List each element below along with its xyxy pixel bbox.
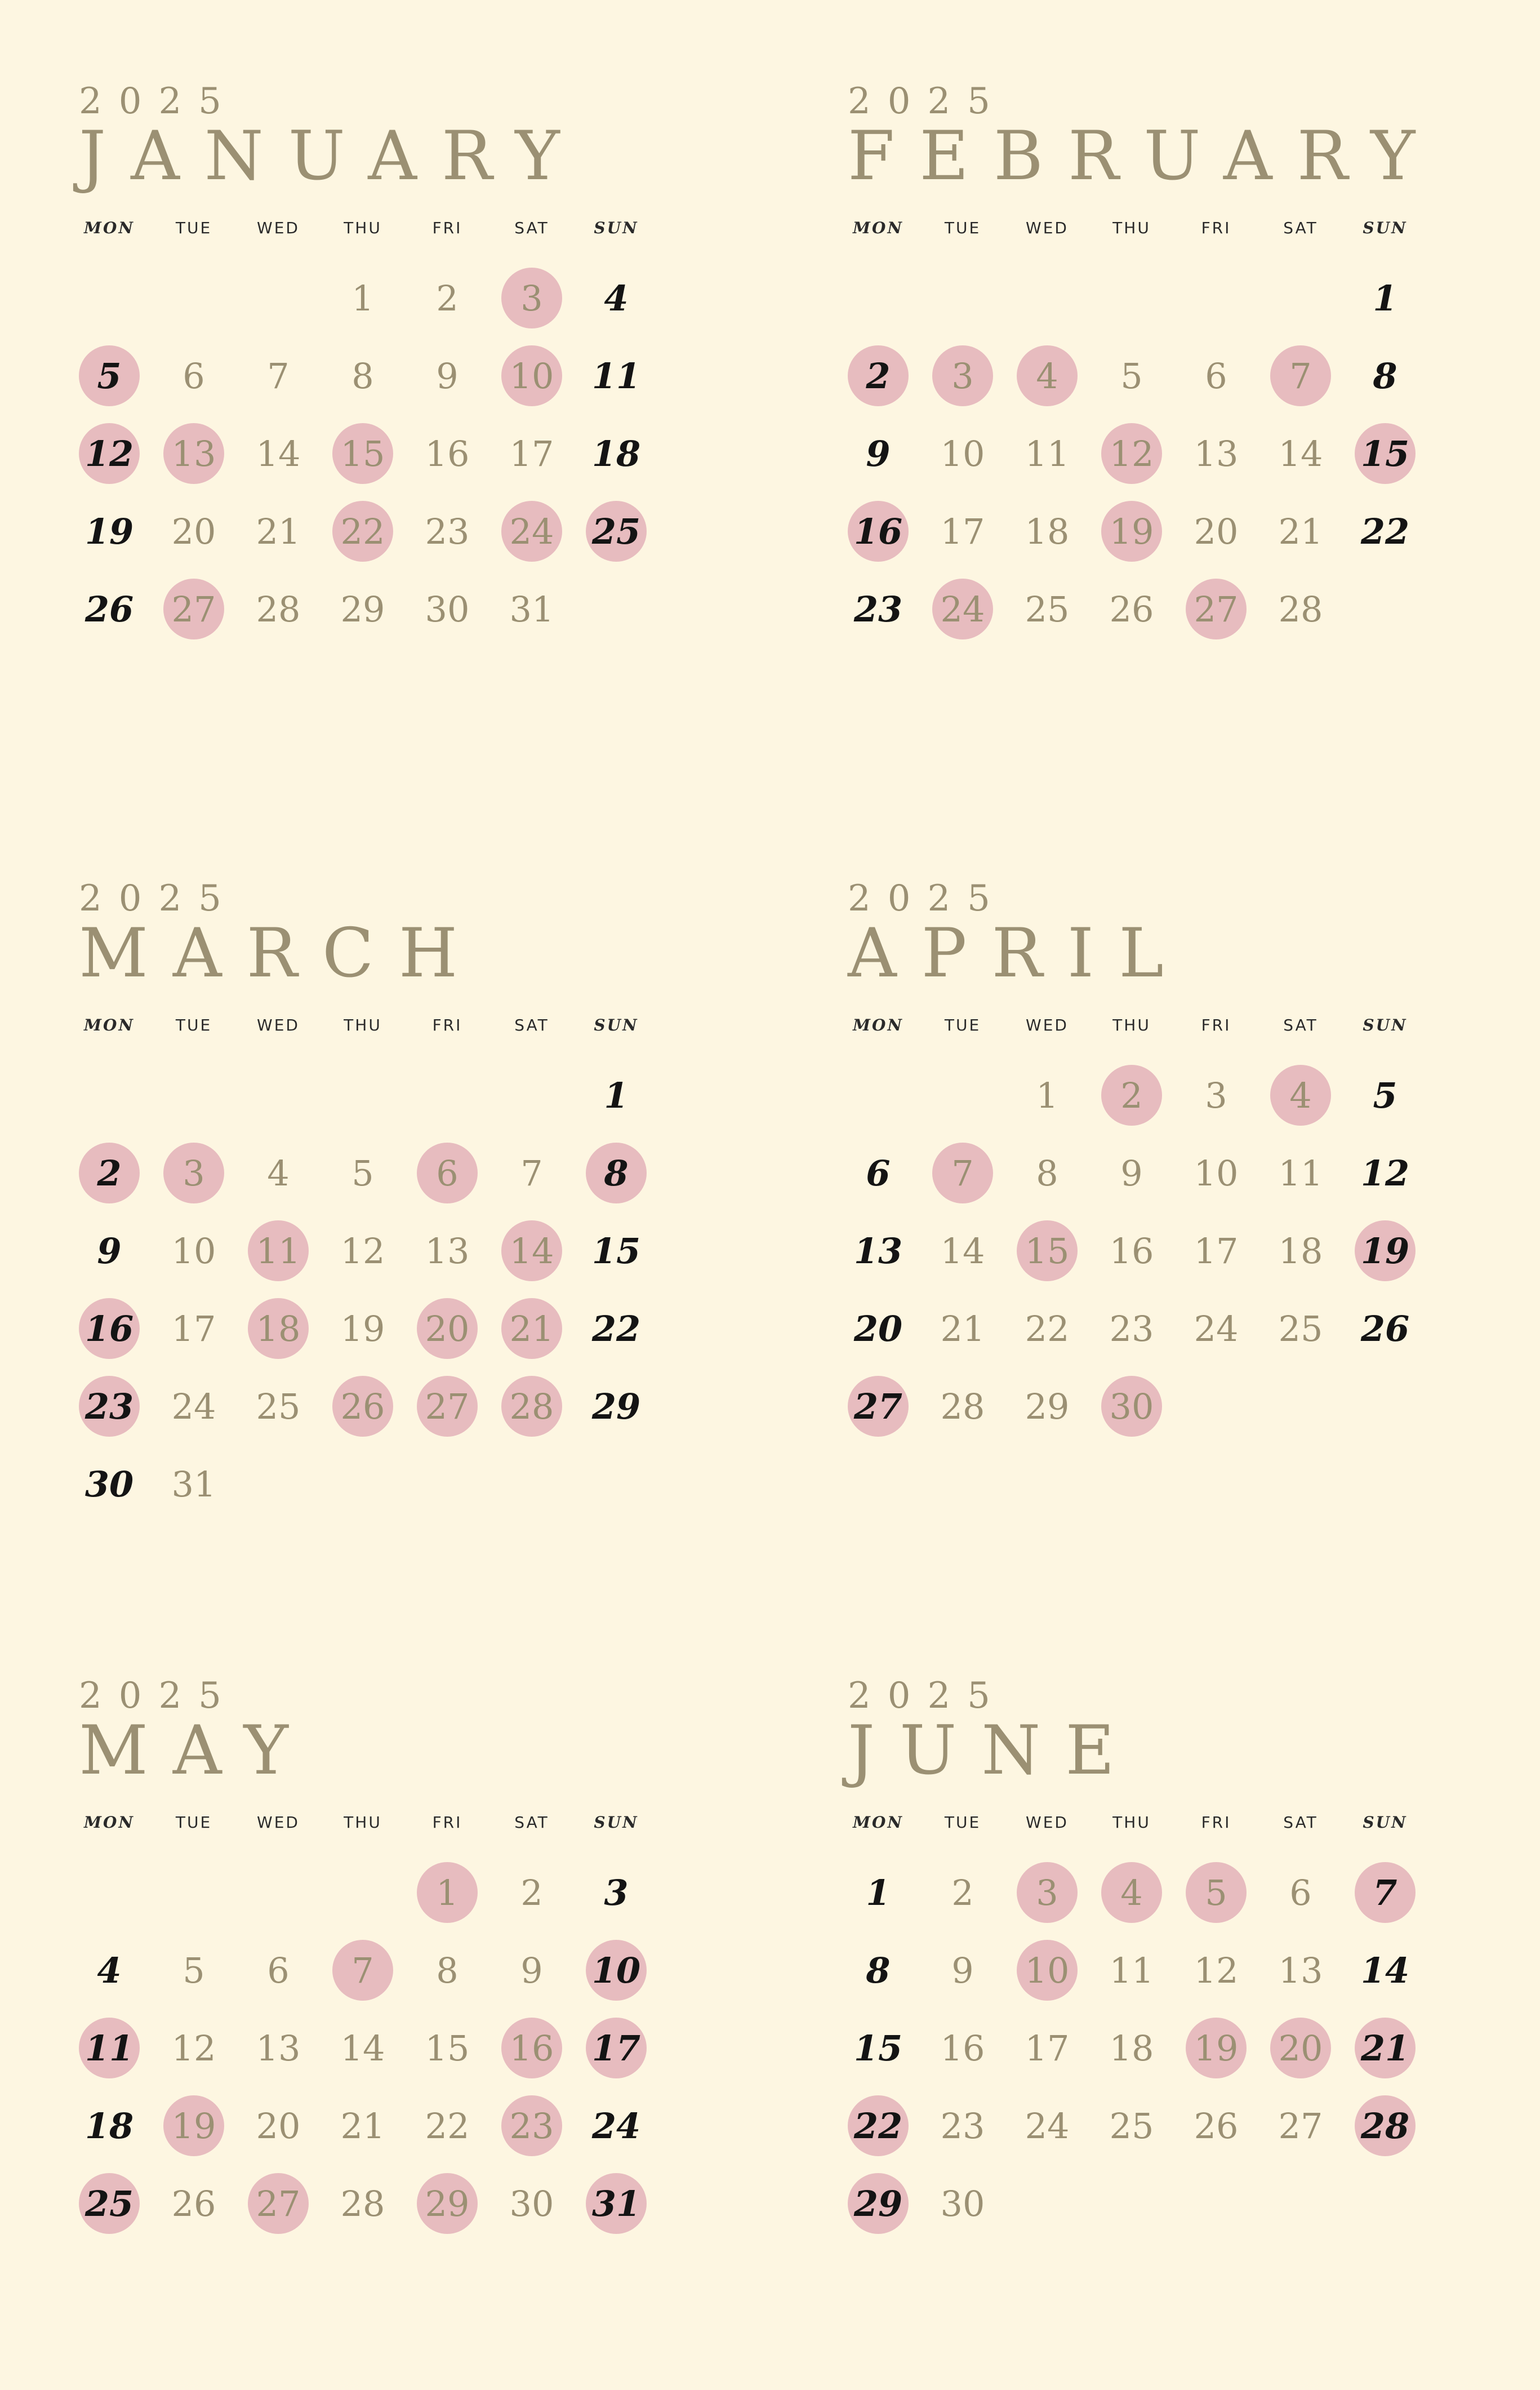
day-cell-highlighted[interactable]: 12 — [79, 423, 140, 484]
month-block-may — [79, 1673, 732, 2349]
day-cell-highlighted[interactable]: 16 — [501, 2018, 562, 2078]
day-cell-highlighted[interactable]: 12 — [1101, 423, 1162, 484]
day-cell[interactable]: 23 — [853, 588, 903, 630]
day-cell[interactable]: 14 — [940, 1230, 985, 1272]
day-cell-highlighted[interactable]: 21 — [1355, 2018, 1416, 2078]
day-cell-highlighted[interactable]: 15 — [1017, 1220, 1078, 1281]
day-cell[interactable]: 26 — [1109, 588, 1154, 630]
day-cell[interactable]: 9 — [866, 433, 891, 474]
day-cell[interactable]: 22 — [591, 1308, 641, 1349]
day-cell[interactable]: 6 — [1289, 1872, 1312, 1913]
day-cell-highlighted[interactable]: 30 — [1101, 1376, 1162, 1437]
day-cell[interactable]: 13 — [853, 1230, 903, 1272]
day-cell[interactable]: 1 — [351, 277, 374, 319]
day-cell-highlighted[interactable]: 14 — [501, 1220, 562, 1281]
day-cell[interactable]: 7 — [267, 355, 290, 397]
day-cell[interactable]: 5 — [1373, 1074, 1397, 1116]
day-cell[interactable]: 22 — [425, 2105, 470, 2147]
day-cell[interactable]: 4 — [604, 277, 629, 319]
day-cell[interactable]: 30 — [84, 1463, 134, 1505]
day-cell[interactable]: 19 — [340, 1308, 385, 1349]
day-cell[interactable]: 3 — [1205, 1074, 1227, 1116]
day-cell[interactable]: 1 — [1036, 1074, 1058, 1116]
weekday-fri: FRI — [432, 1813, 462, 1832]
day-cell[interactable]: 2 — [951, 1872, 974, 1913]
day-cell[interactable]: 6 — [267, 1949, 290, 1991]
month-block-january — [79, 79, 732, 755]
weekday-tue: TUE — [175, 219, 212, 237]
day-cell-highlighted[interactable]: 4 — [1270, 1065, 1331, 1126]
day-cell-highlighted[interactable]: 17 — [586, 2018, 647, 2078]
day-cell[interactable]: 12 — [1360, 1152, 1410, 1194]
day-cell-highlighted[interactable]: 20 — [1270, 2018, 1331, 2078]
month-name: MARCH — [79, 914, 483, 993]
day-cell-highlighted[interactable]: 2 — [848, 345, 909, 406]
day-cell[interactable]: 5 — [1120, 355, 1143, 397]
day-cell[interactable]: 25 — [1025, 588, 1070, 630]
day-cell-highlighted[interactable]: 21 — [501, 1298, 562, 1359]
day-cell[interactable]: 15 — [853, 2027, 903, 2069]
day-cell-highlighted[interactable]: 10 — [1017, 1940, 1078, 2001]
day-cell[interactable]: 13 — [425, 1230, 470, 1272]
day-cell[interactable]: 25 — [1109, 2105, 1154, 2147]
day-cell[interactable]: 9 — [520, 1949, 543, 1991]
day-cell[interactable]: 26 — [1194, 2105, 1239, 2147]
day-cell[interactable]: 11 — [1109, 1949, 1154, 1991]
weekday-sat: SAT — [514, 1813, 549, 1832]
day-cell-highlighted[interactable]: 27 — [1186, 579, 1247, 639]
day-cell[interactable]: 18 — [1025, 510, 1070, 552]
day-cell[interactable]: 18 — [84, 2105, 134, 2147]
weekday-fri: FRI — [1201, 1813, 1231, 1832]
day-cell-highlighted[interactable]: 6 — [417, 1143, 478, 1203]
day-cell-highlighted[interactable]: 10 — [586, 1940, 647, 2001]
day-cell[interactable]: 10 — [171, 1230, 216, 1272]
day-cell-highlighted[interactable]: 24 — [501, 501, 562, 562]
weekday-sun: SUN — [1363, 1813, 1408, 1832]
weekday-sat: SAT — [514, 1016, 549, 1034]
day-cell-highlighted[interactable]: 25 — [586, 501, 647, 562]
day-cell[interactable]: 2 — [436, 277, 459, 319]
weekday-sun: SUN — [594, 1813, 639, 1832]
day-cell[interactable]: 14 — [1360, 1949, 1410, 1991]
day-cell-highlighted[interactable]: 27 — [163, 579, 224, 639]
day-cell[interactable]: 20 — [171, 510, 216, 552]
weekday-fri: FRI — [1201, 1016, 1231, 1034]
day-cell[interactable]: 17 — [509, 433, 554, 474]
month-year: 2025 — [79, 81, 238, 122]
month-block-april — [848, 876, 1501, 1552]
day-cell[interactable]: 3 — [604, 1872, 629, 1913]
weekday-wed: WED — [257, 219, 300, 237]
day-cell-highlighted[interactable]: 23 — [501, 2095, 562, 2156]
day-cell-highlighted[interactable]: 7 — [1270, 345, 1331, 406]
day-cell[interactable]: 9 — [1120, 1152, 1143, 1194]
weekday-sun: SUN — [594, 1016, 639, 1034]
weekday-wed: WED — [1026, 219, 1069, 237]
day-cell[interactable]: 18 — [1109, 2027, 1154, 2069]
weekday-sun: SUN — [1363, 219, 1408, 237]
day-cell[interactable]: 6 — [1205, 355, 1227, 397]
day-cell-highlighted[interactable]: 7 — [932, 1143, 993, 1203]
day-cell[interactable]: 23 — [940, 2105, 985, 2147]
day-cell-highlighted[interactable]: 18 — [248, 1298, 309, 1359]
weekday-tue: TUE — [175, 1016, 212, 1034]
month-year: 2025 — [848, 878, 1007, 919]
day-cell[interactable]: 9 — [951, 1949, 974, 1991]
day-cell[interactable]: 16 — [425, 433, 470, 474]
weekday-thu: THU — [344, 219, 382, 237]
weekday-tue: TUE — [944, 1016, 981, 1034]
day-cell[interactable]: 30 — [940, 2183, 985, 2224]
day-cell[interactable]: 6 — [866, 1152, 891, 1194]
day-cell[interactable]: 14 — [1278, 433, 1323, 474]
day-cell[interactable]: 28 — [340, 2183, 385, 2224]
day-cell[interactable]: 25 — [1278, 1308, 1323, 1349]
day-cell[interactable]: 30 — [425, 588, 470, 630]
day-cell[interactable]: 25 — [256, 1385, 301, 1427]
day-cell-highlighted[interactable]: 10 — [501, 345, 562, 406]
month-name: FEBRUARY — [848, 117, 1440, 196]
day-cell-highlighted[interactable]: 16 — [79, 1298, 140, 1359]
day-cell-highlighted[interactable]: 13 — [163, 423, 224, 484]
day-cell[interactable]: 21 — [256, 510, 301, 552]
day-cell[interactable]: 31 — [171, 1463, 216, 1505]
weekday-mon: MON — [853, 219, 903, 237]
day-cell[interactable]: 16 — [1109, 1230, 1154, 1272]
day-cell-highlighted[interactable]: 19 — [1355, 1220, 1416, 1281]
day-cell-highlighted[interactable]: 27 — [848, 1376, 909, 1437]
day-cell[interactable]: 5 — [183, 1949, 205, 1991]
day-cell-highlighted[interactable]: 22 — [332, 501, 393, 562]
day-cell-highlighted[interactable]: 5 — [79, 345, 140, 406]
day-cell[interactable]: 13 — [256, 2027, 301, 2069]
month-name: APRIL — [848, 914, 1189, 993]
month-year: 2025 — [79, 878, 238, 919]
weekday-wed: WED — [257, 1813, 300, 1832]
day-cell-highlighted[interactable]: 15 — [332, 423, 393, 484]
month-name: JANUARY — [79, 117, 585, 196]
day-cell-highlighted[interactable]: 25 — [79, 2173, 140, 2234]
day-cell[interactable]: 4 — [97, 1949, 122, 1991]
day-cell[interactable]: 4 — [267, 1152, 290, 1194]
day-cell[interactable]: 29 — [591, 1385, 641, 1427]
day-cell[interactable]: 17 — [1025, 2027, 1070, 2069]
weekday-sat: SAT — [514, 219, 549, 237]
day-cell[interactable]: 9 — [97, 1230, 122, 1272]
weekday-sat: SAT — [1283, 1016, 1318, 1034]
day-cell[interactable]: 8 — [1373, 355, 1397, 397]
day-cell[interactable]: 24 — [171, 1385, 216, 1427]
day-cell[interactable]: 21 — [340, 2105, 385, 2147]
day-cell[interactable]: 15 — [425, 2027, 470, 2069]
day-cell[interactable]: 1 — [604, 1074, 629, 1116]
day-cell[interactable]: 24 — [1025, 2105, 1070, 2147]
day-cell[interactable]: 29 — [340, 588, 385, 630]
day-cell-highlighted[interactable]: 3 — [163, 1143, 224, 1203]
month-year: 2025 — [79, 1675, 238, 1717]
day-cell-highlighted[interactable]: 20 — [417, 1298, 478, 1359]
weekday-mon: MON — [853, 1813, 903, 1832]
month-year: 2025 — [848, 1675, 1007, 1717]
day-cell[interactable]: 26 — [1360, 1308, 1410, 1349]
day-cell-highlighted[interactable]: 29 — [848, 2173, 909, 2234]
weekday-mon: MON — [853, 1016, 903, 1034]
day-cell[interactable]: 28 — [256, 588, 301, 630]
day-cell[interactable]: 20 — [1194, 510, 1239, 552]
day-cell[interactable]: 19 — [84, 510, 134, 552]
day-cell[interactable]: 8 — [866, 1949, 891, 1991]
weekday-thu: THU — [344, 1016, 382, 1034]
weekday-sun: SUN — [1363, 1016, 1408, 1034]
weekday-thu: THU — [1112, 1813, 1151, 1832]
weekday-thu: THU — [1112, 1016, 1151, 1034]
day-cell[interactable]: 13 — [1278, 1949, 1323, 1991]
day-cell-highlighted[interactable]: 31 — [586, 2173, 647, 2234]
weekday-tue: TUE — [944, 219, 981, 237]
day-cell[interactable]: 15 — [591, 1230, 641, 1272]
day-cell[interactable]: 17 — [1194, 1230, 1239, 1272]
day-cell-highlighted[interactable]: 3 — [1017, 1862, 1078, 1923]
day-cell[interactable]: 9 — [436, 355, 459, 397]
weekday-wed: WED — [1026, 1016, 1069, 1034]
day-cell-highlighted[interactable]: 29 — [417, 2173, 478, 2234]
day-cell[interactable]: 22 — [1360, 510, 1410, 552]
day-cell-highlighted[interactable]: 27 — [248, 2173, 309, 2234]
month-year: 2025 — [848, 81, 1007, 122]
weekday-fri: FRI — [432, 1016, 462, 1034]
day-cell[interactable]: 24 — [1194, 1308, 1239, 1349]
month-block-march — [79, 876, 732, 1552]
day-cell[interactable]: 23 — [1109, 1308, 1154, 1349]
day-cell[interactable]: 10 — [1194, 1152, 1239, 1194]
weekday-sun: SUN — [594, 219, 639, 237]
day-cell[interactable]: 6 — [183, 355, 205, 397]
day-cell[interactable]: 14 — [256, 433, 301, 474]
weekday-mon: MON — [84, 219, 135, 237]
day-cell-highlighted[interactable]: 1 — [417, 1862, 478, 1923]
day-cell-highlighted[interactable]: 19 — [163, 2095, 224, 2156]
day-cell[interactable]: 18 — [591, 433, 641, 474]
day-cell-highlighted[interactable]: 19 — [1186, 2018, 1247, 2078]
weekday-thu: THU — [1112, 219, 1151, 237]
day-cell-highlighted[interactable]: 28 — [501, 1376, 562, 1437]
day-cell[interactable]: 28 — [1278, 588, 1323, 630]
day-cell[interactable]: 10 — [940, 433, 985, 474]
day-cell[interactable]: 17 — [940, 510, 985, 552]
day-cell-highlighted[interactable]: 27 — [417, 1376, 478, 1437]
weekday-wed: WED — [1026, 1813, 1069, 1832]
day-cell-highlighted[interactable]: 16 — [848, 501, 909, 562]
day-cell[interactable]: 23 — [425, 510, 470, 552]
day-cell-highlighted[interactable]: 2 — [79, 1143, 140, 1203]
weekday-sat: SAT — [1283, 1813, 1318, 1832]
day-cell[interactable]: 8 — [436, 1949, 459, 1991]
month-block-june — [848, 1673, 1501, 2349]
day-cell-highlighted[interactable]: 22 — [848, 2095, 909, 2156]
day-cell-highlighted[interactable]: 8 — [586, 1143, 647, 1203]
day-cell[interactable]: 22 — [1025, 1308, 1070, 1349]
day-cell-highlighted[interactable]: 2 — [1101, 1065, 1162, 1126]
day-cell[interactable]: 8 — [1036, 1152, 1058, 1194]
month-block-february — [848, 79, 1501, 755]
day-cell[interactable]: 17 — [171, 1308, 216, 1349]
month-name: JUNE — [848, 1712, 1140, 1790]
day-cell-highlighted[interactable]: 4 — [1101, 1862, 1162, 1923]
weekday-fri: FRI — [1201, 219, 1231, 237]
day-cell[interactable]: 1 — [866, 1872, 891, 1913]
day-cell-highlighted[interactable]: 24 — [932, 579, 993, 639]
day-cell[interactable]: 12 — [340, 1230, 385, 1272]
day-cell[interactable]: 21 — [940, 1308, 985, 1349]
day-cell-highlighted[interactable]: 19 — [1101, 501, 1162, 562]
day-cell[interactable]: 11 — [1278, 1152, 1323, 1194]
day-cell[interactable]: 13 — [1194, 433, 1239, 474]
day-cell[interactable]: 20 — [853, 1308, 903, 1349]
weekday-sat: SAT — [1283, 219, 1318, 237]
day-cell[interactable]: 31 — [509, 588, 554, 630]
day-cell[interactable]: 28 — [940, 1385, 985, 1427]
day-cell-highlighted[interactable]: 11 — [79, 2018, 140, 2078]
day-cell[interactable]: 20 — [256, 2105, 301, 2147]
weekday-thu: THU — [344, 1813, 382, 1832]
day-cell[interactable]: 11 — [1025, 433, 1070, 474]
day-cell[interactable]: 5 — [351, 1152, 374, 1194]
weekday-tue: TUE — [175, 1813, 212, 1832]
weekday-mon: MON — [84, 1016, 135, 1034]
day-cell[interactable]: 14 — [340, 2027, 385, 2069]
day-cell[interactable]: 12 — [1194, 1949, 1239, 1991]
day-cell-highlighted[interactable]: 15 — [1355, 423, 1416, 484]
day-cell-highlighted[interactable]: 4 — [1017, 345, 1078, 406]
day-cell[interactable]: 26 — [84, 588, 134, 630]
day-cell-highlighted[interactable]: 26 — [332, 1376, 393, 1437]
day-cell-highlighted[interactable]: 11 — [248, 1220, 309, 1281]
day-cell[interactable]: 21 — [1278, 510, 1323, 552]
day-cell-highlighted[interactable]: 3 — [932, 345, 993, 406]
day-cell[interactable]: 18 — [1278, 1230, 1323, 1272]
weekday-wed: WED — [257, 1016, 300, 1034]
day-cell[interactable]: 24 — [591, 2105, 641, 2147]
day-cell[interactable]: 2 — [520, 1872, 543, 1913]
weekday-tue: TUE — [944, 1813, 981, 1832]
day-cell[interactable]: 29 — [1025, 1385, 1070, 1427]
day-cell-highlighted[interactable]: 5 — [1186, 1862, 1247, 1923]
day-cell[interactable]: 7 — [520, 1152, 543, 1194]
weekday-fri: FRI — [432, 219, 462, 237]
day-cell-highlighted[interactable]: 3 — [501, 268, 562, 328]
day-cell-highlighted[interactable]: 7 — [1355, 1862, 1416, 1923]
day-cell[interactable]: 30 — [509, 2183, 554, 2224]
month-name: MAY — [79, 1712, 313, 1790]
day-cell[interactable]: 27 — [1278, 2105, 1323, 2147]
day-cell[interactable]: 8 — [351, 355, 374, 397]
day-cell[interactable]: 12 — [171, 2027, 216, 2069]
day-cell-highlighted[interactable]: 28 — [1355, 2095, 1416, 2156]
day-cell[interactable]: 1 — [1373, 277, 1397, 319]
day-cell-highlighted[interactable]: 7 — [332, 1940, 393, 2001]
day-cell[interactable]: 16 — [940, 2027, 985, 2069]
day-cell-highlighted[interactable]: 23 — [79, 1376, 140, 1437]
day-cell[interactable]: 11 — [591, 355, 641, 397]
day-cell[interactable]: 26 — [171, 2183, 216, 2224]
weekday-mon: MON — [84, 1813, 135, 1832]
